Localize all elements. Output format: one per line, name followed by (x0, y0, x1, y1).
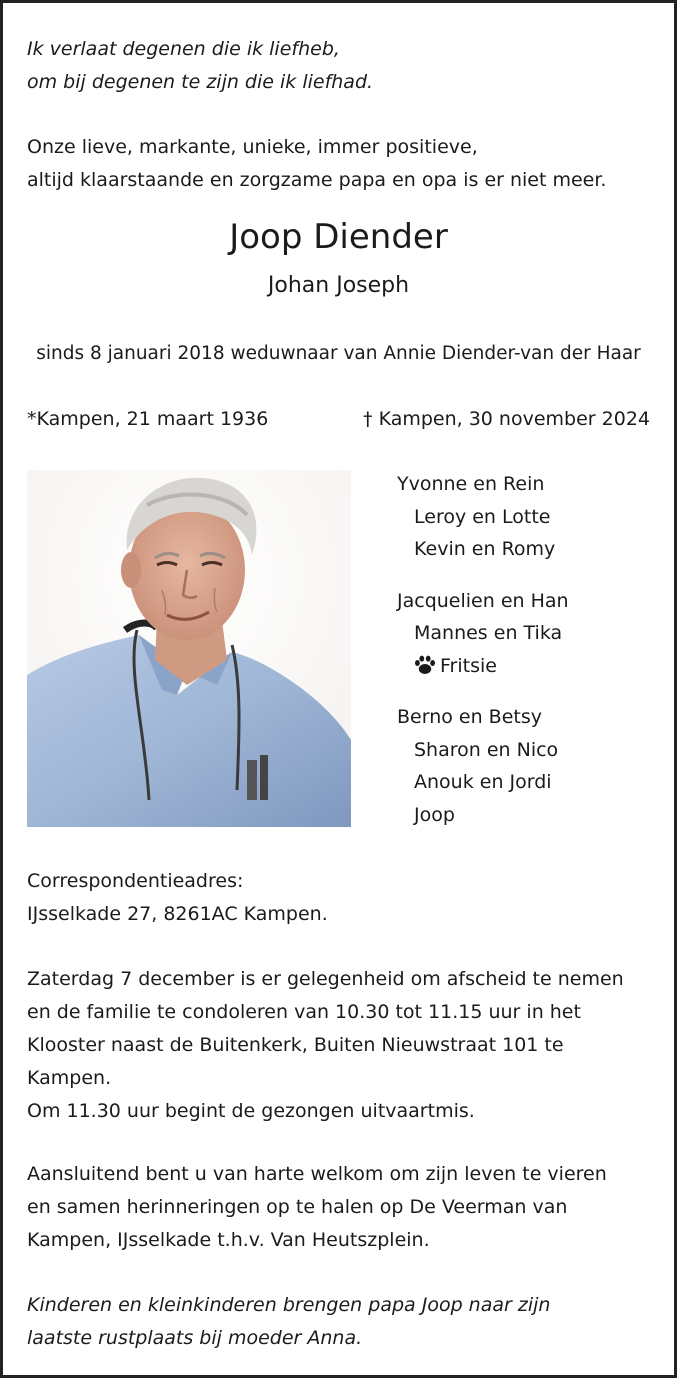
family-group (397, 701, 569, 831)
correspondence-address (27, 865, 328, 931)
farewell-line: Kampen. (27, 1067, 112, 1089)
farewell-line: Zaterdag 7 december is er gelegenheid om afscheid te nemen (27, 968, 624, 990)
verse-line: om bij degenen te zijn die ik liefhad. (27, 71, 374, 93)
paw-icon (414, 653, 436, 686)
reception-info (27, 1158, 607, 1257)
portrait-illustration (27, 470, 351, 827)
family-member: Kevin en Romy (414, 538, 556, 560)
farewell-line: Om 11.30 uur begint de gezongen uitvaartmis. (27, 1100, 475, 1122)
family-head: Yvonne en Rein (397, 473, 545, 495)
opening-verse (27, 33, 373, 99)
birth-info: *Kampen, 21 maart 1936 (27, 408, 269, 430)
intro-line: Onze lieve, markante, unieke, immer positieve, (27, 136, 478, 158)
death-info: † Kampen, 30 november 2024 (363, 408, 650, 430)
closing-text (27, 1289, 550, 1355)
family-member: Sharon en Nico (414, 738, 559, 761)
closing-line: Kinderen en kleinkinderen brengen papa Joop naar zijn (27, 1294, 551, 1316)
family-group (397, 468, 569, 566)
family-member: Anouk en Jordi (414, 771, 552, 793)
intro-line: altijd klaarstaande en zorgzame papa en opa is er niet meer. (27, 169, 607, 191)
reception-line: Kampen, IJsselkade t.h.v. Van Heutszplein. (27, 1229, 430, 1251)
intro-text (27, 131, 606, 197)
closing-line: laatste rustplaats bij moeder Anna. (27, 1327, 363, 1349)
verse-line: Ik verlaat degenen die ik liefheb, (27, 38, 340, 60)
family-member: Leroy en Lotte (414, 505, 551, 528)
reception-line: Aansluitend bent u van harte welkom om zijn leven te vieren (27, 1163, 607, 1185)
widower-line: sinds 8 januari 2018 weduwnaar van Annie Diender-van der Haar (36, 343, 641, 364)
pet-name: Fritsie (440, 654, 497, 677)
deceased-name: Joop Diender (229, 217, 448, 257)
portrait-photo (27, 470, 351, 827)
family-member-pet (397, 650, 569, 683)
family-group (397, 585, 569, 683)
reception-line: en samen herinneringen op te halen op De Veerman van (27, 1196, 568, 1218)
correspondence-label: Correspondentieadres: (27, 870, 244, 892)
correspondence-address-line: IJsselkade 27, 8261AC Kampen. (27, 903, 328, 925)
family-head: Jacquelien en Han (397, 589, 569, 612)
farewell-line: Klooster naast de Buitenkerk, Buiten Nieuwstraat 101 te (27, 1034, 564, 1056)
family-member: Mannes en Tika (414, 622, 563, 644)
farewell-info (27, 963, 624, 1128)
deceased-full-name: Johan Joseph (267, 273, 410, 298)
farewell-line: en de familie te condoleren van 10.30 tot 11.15 uur in het (27, 1001, 581, 1023)
family-member: Joop (414, 803, 455, 826)
family-list (397, 468, 569, 850)
family-head: Berno en Betsy (397, 706, 542, 728)
